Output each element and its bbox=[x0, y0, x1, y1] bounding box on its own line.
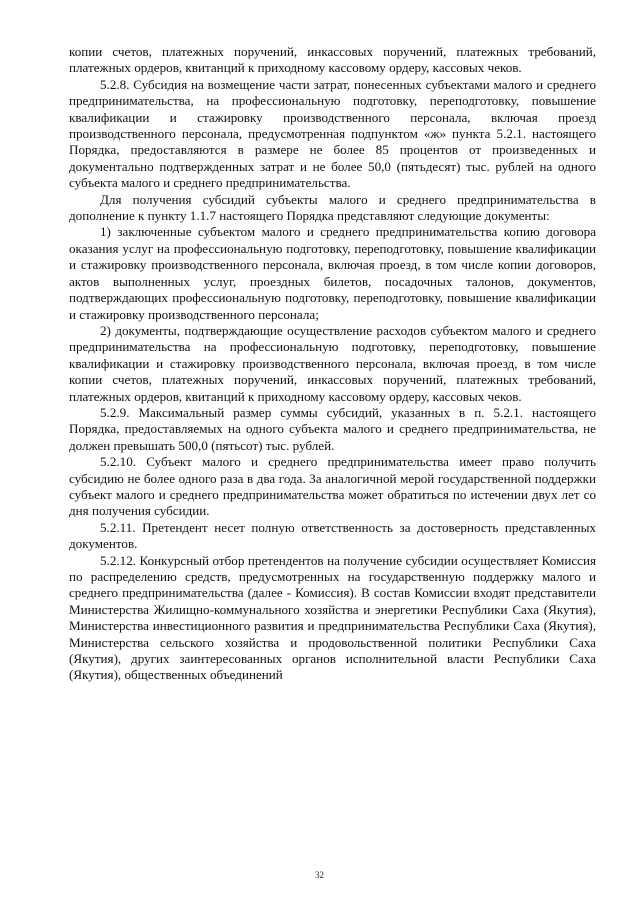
paragraph-5-2-9: 5.2.9. Максимальный размер суммы субсидий, указанных в п. 5.2.1. настоящего Порядка, предоставляемых на одного субъекта малого и среднего предпринимательства, не должен превышать 500,0 (пятьсот) тыс. рублей. bbox=[69, 404, 596, 453]
paragraph-5-2-8: 5.2.8. Субсидия на возмещение части затрат, понесенных субъектами малого и среднего предпринимательства, на профессиональную подготовку, переподготовку, повышение квалификации и стажировку производственного персонала, включая проезд производственного персонала, предусмотренная подпунктом «ж» пункта 5.2.1. настоящего Порядка, предоставляются в размере не более 85 процентов от произведенных и документально подтвержденных затрат и не более 50,0 (пятьдесят) тыс. рублей на одного субъекта малого и среднего предпринимательства. bbox=[69, 76, 596, 191]
paragraph-documents-intro: Для получения субсидий субъекты малого и среднего предпринимательства в дополнение к пункту 1.1.7 настоящего Порядка представляют следующие документы: bbox=[69, 191, 596, 224]
document-body bbox=[69, 44, 596, 684]
paragraph-5-2-12: 5.2.12. Конкурсный отбор претендентов на получение субсидии осуществляет Комиссия по распределению средств, предусмотренных на государственную поддержку малого и среднего предпринимательства (далее - Комиссия). В состав Комиссии входят представители Министерства Жилищно-коммунального хозяйства и энергетики Республики Саха (Якутия), Министерства инвестиционного развития и предпринимательства Республики Саха (Якутия), Министерства сельского хозяйства и продовольственной политики Республики Саха (Якутия), других заинтересованных органов исполнительной власти Республики Саха (Якутия), общественных объединений bbox=[69, 552, 596, 683]
paragraph-continuation: копии счетов, платежных поручений, инкассовых поручений, платежных требований, платежных ордеров, квитанций к приходному кассовому ордеру, кассовых чеков. bbox=[69, 44, 596, 76]
paragraph-item-1: 1) заключенные субъектом малого и среднего предпринимательства копию договора оказания услуг на профессиональную подготовку, переподготовку, повышение квалификации и стажировку производственного персонала, включая проезд, в том числе копии договоров, актов выполненных услуг, проездных билетов, посадочных талонов, документов, подтверждающих профессиональную подготовку, переподготовку, повышение квалификации и стажировку производственного персонала; bbox=[69, 224, 596, 322]
paragraph-5-2-10: 5.2.10. Субъект малого и среднего предпринимательства имеет право получить субсидию не более одного раза в два года. За аналогичной мерой государственной поддержки субъект малого и среднего предпринимательства может обратиться по истечении двух лет со дня получения субсидии. bbox=[69, 454, 596, 519]
paragraph-item-2: 2) документы, подтверждающие осуществление расходов субъектом малого и среднего предпринимательства на профессиональную подготовку, переподготовку, повышение квалификации и стажировку производственного персонала, включая проезд, в том числе копии счетов, платежных поручений, инкассовых поручений, платежных требований, платежных ордеров, квитанций к приходному кассовому ордеру, кассовых чеков. bbox=[69, 322, 596, 404]
page-number: 32 bbox=[315, 870, 324, 880]
paragraph-5-2-11: 5.2.11. Претендент несет полную ответственность за достоверность представленных документов. bbox=[69, 519, 596, 552]
